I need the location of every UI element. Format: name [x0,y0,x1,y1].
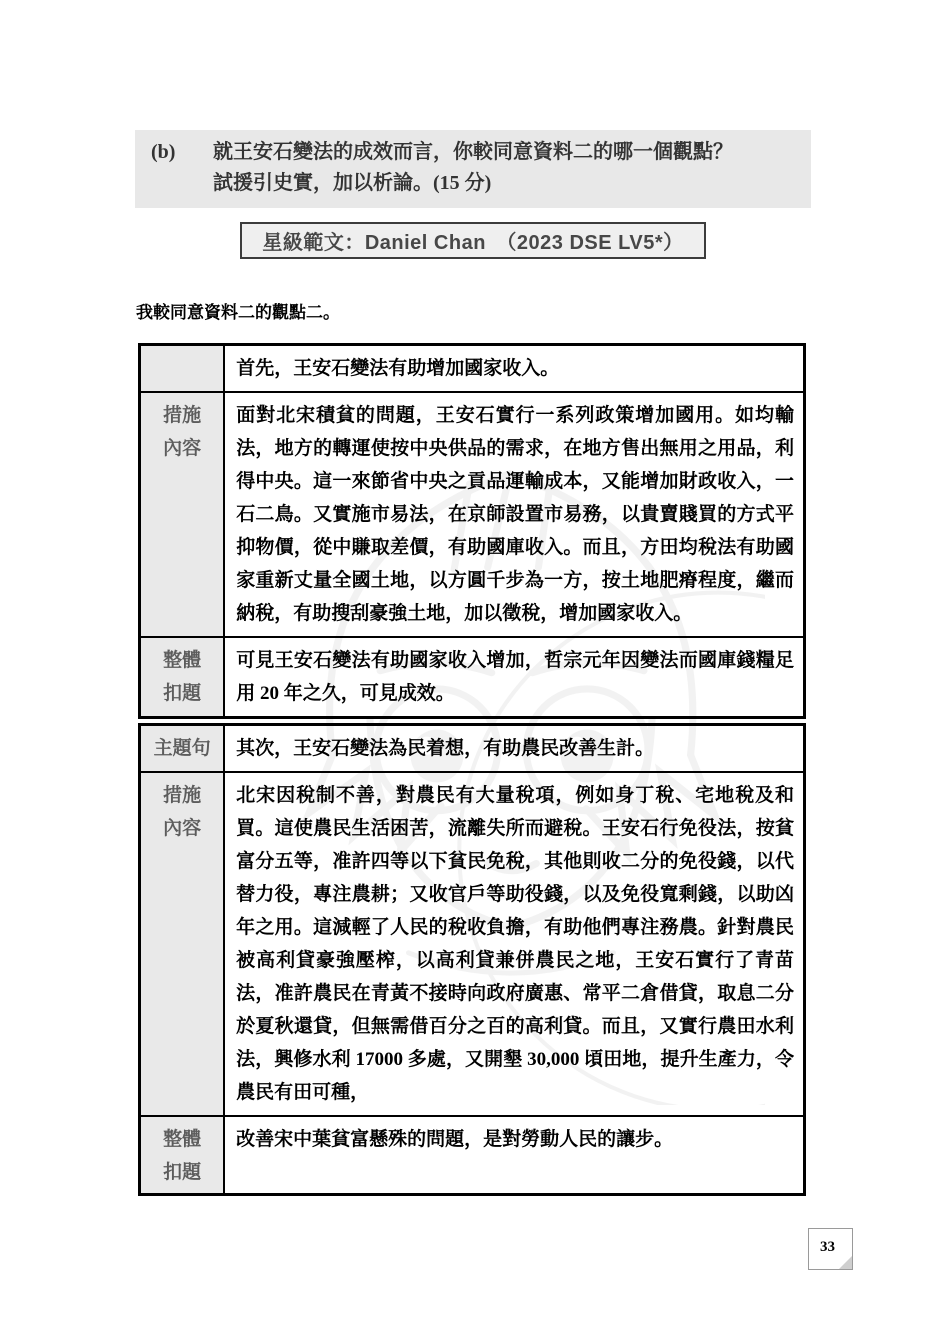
row-label-line: 內容 [163,438,202,459]
row-label-line: 措施 [163,405,202,426]
essay-paragraph-1-table [138,343,806,719]
row-label-cell [140,725,225,773]
topic-sentence-cell: 首先，王安石變法有助增加國家收入。 [224,345,804,393]
table-row [140,392,805,637]
row-label-cell [140,345,225,393]
row-label-line: 內容 [163,818,202,839]
measures-content-cell: 北宋因稅制不善，對農民有大量稅項，例如身丁稅、宅地稅及和買。這使農民生活困苦，流離失所而避稅。王安石行免役法，按貧富分五等，准許四等以下貧民免稅，其他則收二分的免役錢，以代替力役，專注農耕；又收官戶等助役錢，以及免役寬剩錢，以助凶年之用。這減輕了人民的稅收負擔，有助他們專注務農。針對農民被高利貸豪強壓榨，以高利貸兼併農民之地，王安石實行了青苗法，准許農民在青黃不接時向政府廣惠、常平二倉借貸，取息二分於夏秋還貸，但無需借百分之百的高利貸。而且，又實行農田水利法，興修水利 17000 多處，又開墾 30,000 頃田地，提升生產力，令農民有田可種， [224,772,804,1116]
row-label-line: 整體 [163,650,202,671]
page-number-box [808,1228,853,1270]
question-text [213,137,799,199]
page-corner-fold-icon [839,1256,852,1269]
table-row [140,637,805,718]
row-label-line: 扣題 [163,683,202,704]
question-label: (b) [151,141,176,163]
row-label-cell [140,637,225,718]
row-label-line: 整體 [163,1129,202,1150]
table-row [140,725,805,773]
row-label-line: 主題句 [153,738,211,759]
conclusion-cell: 改善宋中葉貧富懸殊的問題，是對勞動人民的讓步。 [224,1116,804,1194]
row-label-cell [140,772,225,1116]
row-label-cell [140,392,225,637]
row-label-cell [140,1116,225,1194]
essay-intro-sentence: 我較同意資料二的觀點二。 [136,303,340,322]
topic-sentence-cell: 其次，王安石變法為民着想，有助農民改善生計。 [224,725,804,773]
conclusion-cell: 可見王安石變法有助國家收入增加，哲宗元年因變法而國庫錢糧足用 20 年之久，可見成效。 [224,637,804,718]
page-number: 33 [820,1238,835,1255]
model-essay-banner [240,222,706,259]
question-line-1: 就王安石變法的成效而言，你較同意資料二的哪一個觀點？ [213,141,733,163]
row-label-line: 扣題 [163,1162,202,1183]
model-essay-title: 星級範文：Daniel Chan （2023 DSE LV5*） [262,232,684,254]
table-row [140,772,805,1116]
row-label-line: 措施 [163,785,202,806]
table-row [140,1116,805,1194]
essay-paragraph-2-table [138,723,806,1196]
question-line-2: 試援引史實，加以析論。(15 分) [213,172,492,194]
table-row [140,345,805,393]
measures-content-cell: 面對北宋積貧的問題，王安石實行一系列政策增加國用。如均輸法，地方的轉運使按中央供品的需求，在地方售出無用之用品，利得中央。這一來節省中央之貢品運輸成本，又能增加財政收入，一石二鳥。又實施市易法，在京師設置市易務，以貴賣賤買的方式平抑物價，從中賺取差價，有助國庫收入。而且，方田均稅法有助國家重新丈量全國土地，以方圓千步為一方，按土地肥瘠程度，繼而納稅，有助搜刮豪強土地，加以徵稅，增加國家收入。 [224,392,804,637]
question-header [135,130,811,208]
